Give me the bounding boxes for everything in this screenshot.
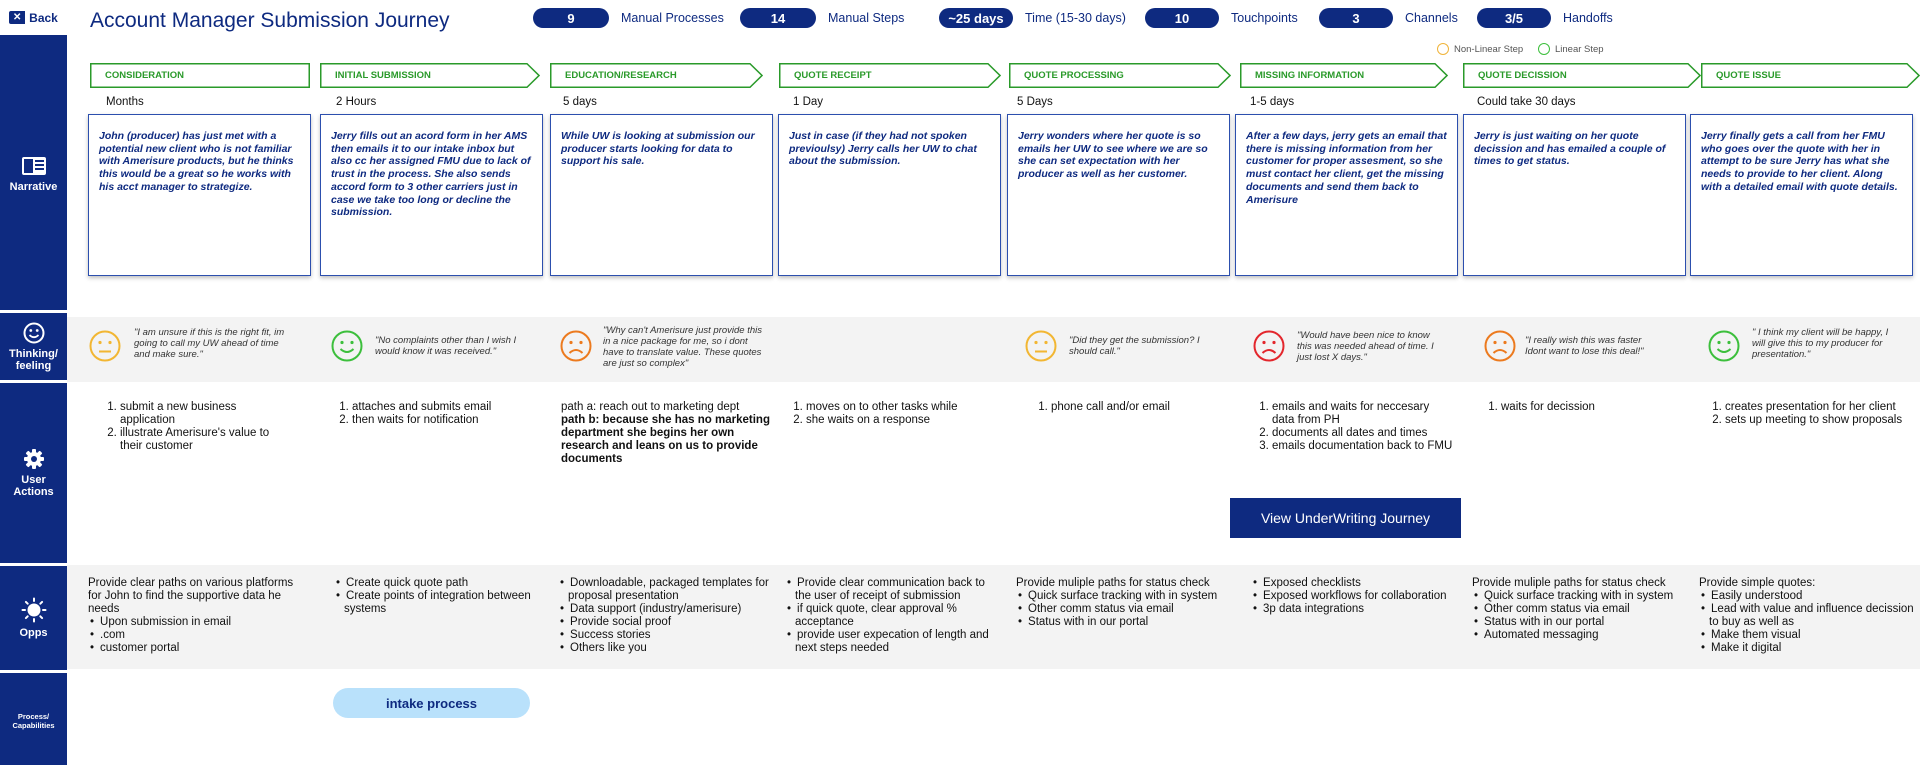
opps-column [783, 577, 998, 655]
gear-icon [23, 448, 45, 470]
stage-title: QUOTE RECEIPT [794, 70, 872, 81]
sidebar-item-process[interactable] [0, 673, 67, 765]
stage-header-initial-submission [320, 63, 540, 88]
opps-intro: Provide muliple paths for status check [1016, 577, 1210, 589]
metric-label: Handoffs [1563, 11, 1613, 25]
action-item: 2. documents all dates and times [1272, 427, 1454, 440]
opps-item: • Others like you [568, 642, 771, 655]
opps-item: • Create points of integration between systems [344, 590, 547, 616]
book-icon [21, 155, 47, 177]
action-item: 2. sets up meeting to show proposals [1725, 414, 1917, 427]
happy-face-icon [331, 330, 363, 362]
stage-header-quote-processing [1009, 63, 1231, 88]
opps-item: • Upon submission in email [98, 616, 303, 629]
close-icon: ✕ [9, 11, 25, 24]
opps-item: • Downloadable, packaged templates for proposal presentation [568, 577, 771, 603]
opps-intro: Provide muliple paths for status check [1472, 577, 1666, 589]
page-title: Account Manager Submission Journey [90, 9, 450, 32]
metric-label: Manual Steps [828, 11, 905, 25]
legend-label: Non-Linear Step [1454, 43, 1524, 55]
user-actions [102, 401, 287, 453]
intake-process-button[interactable]: intake process [333, 688, 530, 718]
action-item: 1. phone call and/or email [1051, 401, 1223, 414]
sidebar-item-thinking[interactable] [0, 313, 67, 380]
sun-icon [21, 597, 47, 623]
metric-value: ~25 days [939, 8, 1013, 28]
view-underwriting-journey-button[interactable]: View UnderWriting Journey [1230, 498, 1461, 538]
user-actions [1033, 401, 1223, 414]
metric-value: 14 [740, 8, 816, 28]
stage-duration: Could take 30 days [1477, 96, 1576, 108]
stage-header-quote-receipt [779, 63, 1001, 88]
stage-title: QUOTE PROCESSING [1024, 70, 1124, 81]
narrative-card: John (producer) has just met with a potential new client who is not familiar with Amerisure products, but he thinks this would be a great so he works with his acct manager to strategize. [88, 114, 311, 276]
quote-text: "Why can't Amerisure just provide this in a nice package for me, so i dont have to translate value. These quotes are just so complex" [603, 325, 762, 369]
sidebar-label-opps: Opps [19, 627, 48, 639]
metric-label: Channels [1405, 11, 1458, 25]
stage-header-consideration [90, 63, 310, 88]
narrative-card: While UW is looking at submission our producer starts looking for data to support his sale. [550, 114, 773, 276]
opps-item: • Success stories [568, 629, 771, 642]
quote-text: " I think my client will be happy, I will give this to my producer for presentation." [1752, 327, 1889, 360]
opps-item: • customer portal [98, 642, 303, 655]
legend-non-linear [1437, 43, 1523, 55]
sad-face-icon [1484, 330, 1516, 362]
action-item: 1. submit a new business application [120, 401, 287, 427]
opps-item: • Provide clear communication back to the user of receipt of submission [795, 577, 998, 603]
opps-item: • 3p data integrations [1261, 603, 1459, 616]
circle-icon [1437, 43, 1449, 55]
stage-duration: 5 Days [1017, 96, 1053, 108]
metric-manual-steps [740, 8, 904, 28]
stage-header-quote-decission [1463, 63, 1701, 88]
stage-title: MISSING INFORMATION [1255, 70, 1365, 81]
metric-label: Time (15-30 days) [1025, 11, 1126, 25]
user-actions [334, 401, 544, 427]
opps-item: • Easily understood [1709, 590, 1914, 603]
opps-item: • Exposed checklists [1261, 577, 1459, 590]
sidebar-label-narrative: Narrative [9, 180, 58, 193]
metric-label: Manual Processes [621, 11, 724, 25]
narrative-card: After a few days, jerry gets an email that there is missing information from her customer for proper assesment, so she must contact her client, get the missing documents and send them back to Amerisure [1235, 114, 1458, 276]
opps-item: • Data support (industry/amerisure) [568, 603, 771, 616]
metric-value: 3 [1319, 8, 1393, 28]
neutral-face-icon [89, 330, 121, 362]
opps-intro: Provide simple quotes: [1699, 577, 1816, 589]
action-item: 1. creates presentation for her client [1725, 401, 1917, 414]
action-item: 2. illustrate Amerisure's value to their customer [120, 427, 287, 453]
narrative-card: Just in case (if they had not spoken previoulsy) Jerry calls her UW to chat about the submission. [778, 114, 1001, 276]
narrative-card: Jerry finally gets a call from her FMU who goes over the quote with her in attempt to be sure Jerry has what she needs to provide to her client. Along with a detailed email with quote details. [1690, 114, 1913, 276]
quote-text: "I really wish this was faster Idont want to lose this deal!" [1525, 335, 1644, 357]
stage-duration: 1 Day [793, 96, 824, 108]
opps-item: • Lead with value and influence decission to buy as well as [1709, 603, 1914, 629]
user-actions [1707, 401, 1917, 427]
metric-value: 3/5 [1477, 8, 1551, 28]
smile-icon [23, 322, 45, 344]
sidebar-label-process: Process/ Capabilities [12, 712, 55, 730]
stage-title: CONSIDERATION [105, 70, 184, 81]
back-button[interactable] [0, 0, 67, 37]
narrative-card: Jerry wonders where her quote is so emails her UW to see where we are so she can set expectation with her producer as well as her customer. [1007, 114, 1230, 276]
metric-value: 9 [533, 8, 609, 28]
metric-value: 10 [1145, 8, 1219, 28]
opps-item: • Other comm status via email [1026, 603, 1226, 616]
opps-item: • Provide social proof [568, 616, 771, 629]
opps-item: • .com [98, 629, 303, 642]
metric-time [939, 8, 1126, 28]
metric-touchpoints [1145, 8, 1298, 28]
user-actions [1254, 401, 1454, 453]
quote-text: "I am unsure if this is the right fit, im going to call my UW ahead of time and make sure." [134, 327, 285, 360]
user-actions [1483, 401, 1683, 414]
quote-text: "Did they get the submission? I should call." [1069, 335, 1200, 357]
neutral-face-icon [1025, 330, 1057, 362]
back-label: Back [29, 10, 58, 25]
narrative-card: Jerry is just waiting on her quote decission and has emailed a couple of times to get status. [1463, 114, 1686, 276]
stage-duration: 5 days [563, 96, 597, 108]
user-actions [788, 401, 1003, 427]
quote-text: "Would have been nice to know this was needed ahead of time. I just lost X days." [1297, 330, 1434, 363]
sad-face-icon [1253, 330, 1285, 362]
opps-item: • Make it digital [1709, 642, 1914, 655]
opps-item: • Quick surface tracking with in system [1482, 590, 1682, 603]
action-item: 2. she waits on a response [806, 414, 1003, 427]
stage-header-quote-issue [1701, 63, 1920, 88]
opps-item: • Make them visual [1709, 629, 1914, 642]
opps-column [88, 577, 303, 655]
stage-title: QUOTE ISSUE [1716, 70, 1781, 81]
metric-label: Touchpoints [1231, 11, 1298, 25]
stage-header-missing-info [1240, 63, 1448, 88]
opps-item: • Create quick quote path [344, 577, 547, 590]
opps-column [332, 577, 547, 616]
action-item: 1. waits for decission [1501, 401, 1683, 414]
action-item: 1. moves on to other tasks while [806, 401, 1003, 414]
sidebar-item-user-actions[interactable] [0, 383, 67, 563]
narrative-card: Jerry fills out an acord form in her AMS then emails it to our intake inbox but also cc her assigned FMU due to lack of trust in the process. She also sends accord form to 3 other carriers just in case we take too long or decline the submission. [320, 114, 543, 276]
circle-icon [1538, 43, 1550, 55]
opps-column [556, 577, 771, 655]
action-path-a: path a: reach out to marketing dept [561, 401, 740, 413]
sidebar [0, 0, 67, 765]
sidebar-label-thinking: Thinking/ feeling [9, 347, 58, 372]
stage-title: QUOTE DECISSION [1478, 70, 1567, 81]
sad-face-icon [560, 330, 592, 362]
stage-title: INITIAL SUBMISSION [335, 70, 431, 81]
legend-label: Linear Step [1555, 43, 1604, 55]
sidebar-label-user-actions: User Actions [13, 474, 54, 498]
happy-face-icon [1708, 330, 1740, 362]
sidebar-item-opps[interactable] [0, 566, 67, 670]
opps-item: • Automated messaging [1482, 629, 1682, 642]
action-item: 2. then waits for notification [352, 414, 544, 427]
opps-item: • Other comm status via email [1482, 603, 1682, 616]
sidebar-item-narrative[interactable] [0, 37, 67, 310]
stage-duration: 1-5 days [1250, 96, 1295, 108]
stage-title: EDUCATION/RESEARCH [565, 70, 677, 81]
user-actions [561, 401, 771, 466]
stage-duration: Months [106, 96, 144, 108]
stage-duration: 2 Hours [336, 96, 377, 108]
opps-column [1249, 577, 1459, 616]
action-item: 1. attaches and submits email [352, 401, 544, 414]
opps-column [1472, 577, 1682, 642]
opps-column [1699, 577, 1914, 655]
opps-item: • provide user expecation of length and next steps needed [795, 629, 998, 655]
action-item: 1. emails and waits for neccesary data from PH [1272, 401, 1454, 427]
metric-channels [1319, 8, 1458, 28]
opps-item: • Status with in our portal [1482, 616, 1682, 629]
opps-item: • Exposed workflows for collaboration [1261, 590, 1459, 603]
action-item: 3. emails documentation back to FMU [1272, 440, 1454, 453]
opps-item: • Status with in our portal [1026, 616, 1226, 629]
opps-item: • if quick quote, clear approval % acceptance [795, 603, 998, 629]
quote-text: "No complaints other than I wish I would know it was received." [375, 335, 517, 357]
metric-handoffs [1477, 8, 1613, 28]
opps-intro: Provide clear paths on various platforms for John to find the supportive data he needs [88, 577, 294, 615]
action-path-b: path b: because she has no marketing department she begins her own research and leans on us to provide documents [561, 414, 770, 465]
opps-item: • Quick surface tracking with in system [1026, 590, 1226, 603]
legend-linear [1538, 43, 1604, 55]
opps-column [1016, 577, 1226, 629]
stage-header-education [550, 63, 763, 88]
metric-manual-processes [533, 8, 724, 28]
